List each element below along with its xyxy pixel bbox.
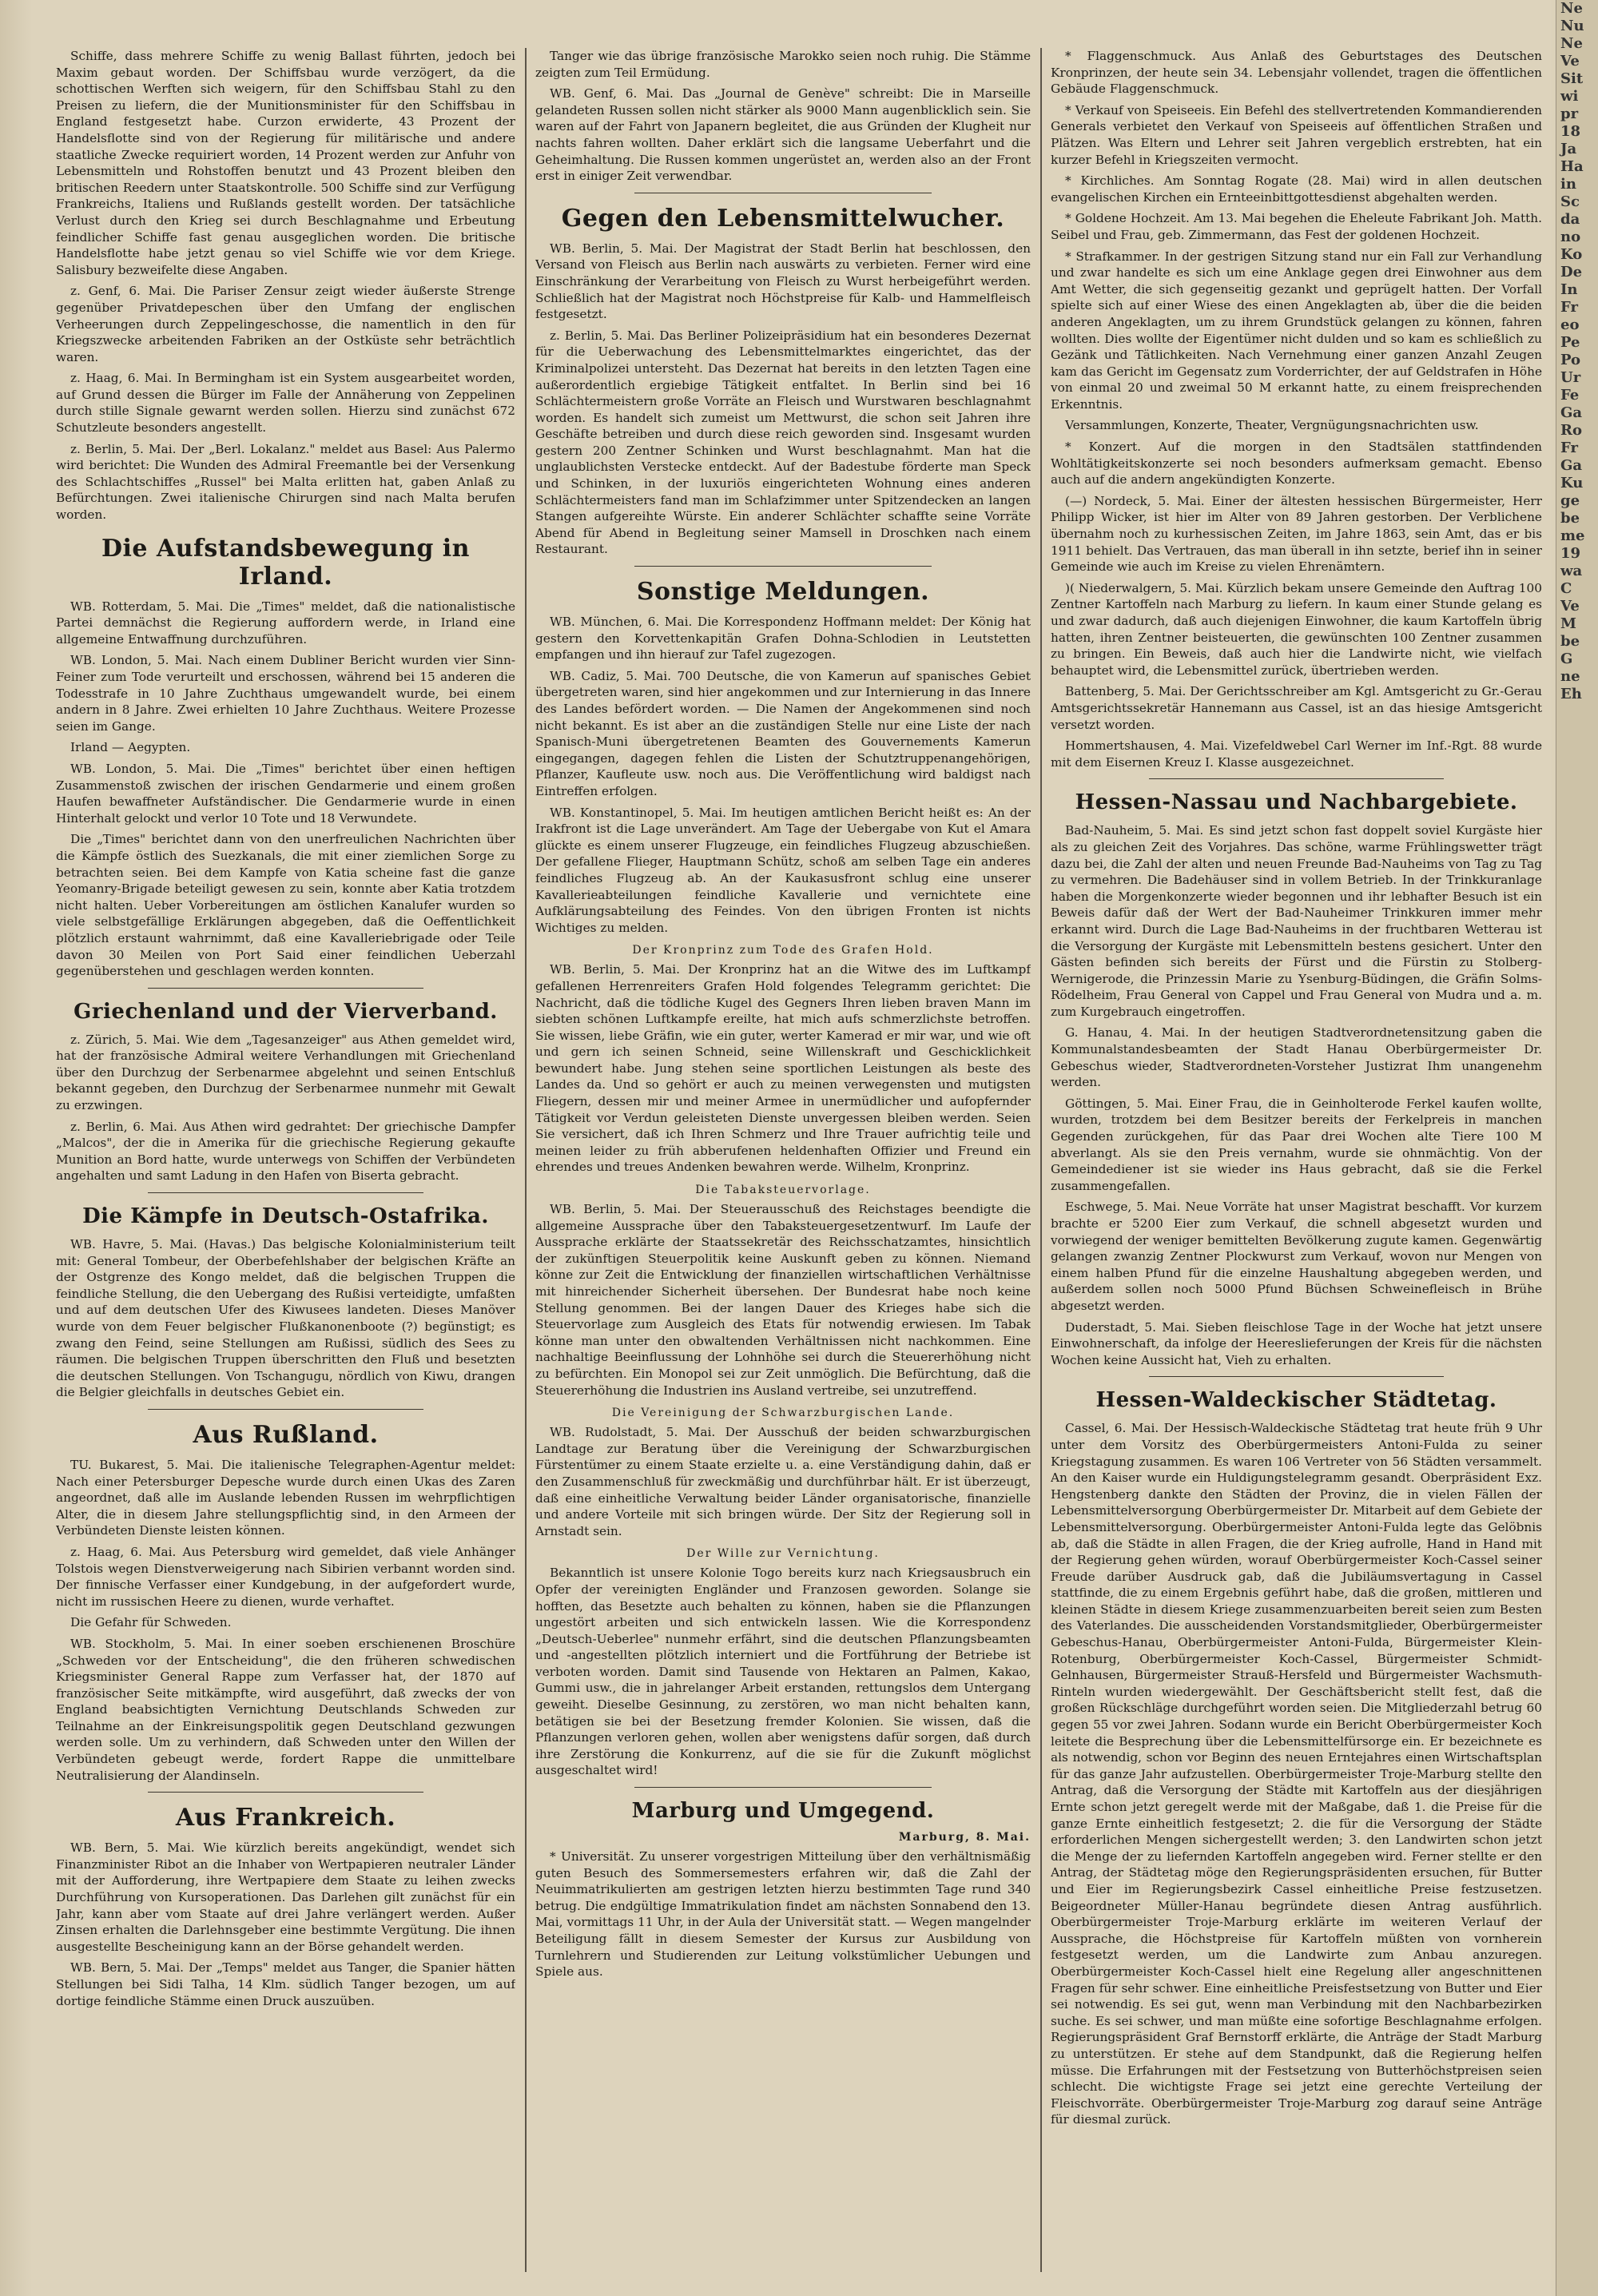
edge-fragment: Po [1560, 352, 1581, 368]
paragraph: Bad-Nauheim, 5. Mai. Es sind jetzt schon fast doppelt soviel Kurgäste hier als zu gleichen Zeit des Vorjahres. Das schöne, warme Frühlingswetter trägt dazu bei, die Zahl der alten und neuen Freunde Bad-Nauheims von Tag zu Tag zu vermehren. Die Badehäuser sind in vollem Betrieb. In der Trinkkuranlage haben die Morgenkonzerte wieder begonnen und ihr lebhafter Besuch ist ein Beweis dafür daß der Wert der Bad-Nauheimer Trinkkuren immer mehr erkannt wird. Durch die Lage Bad-Nauheims in der fruchtbaren Wetterau ist die Versorgung der Kurgäste mit Lebensmitteln bestens gesichert. Unter den Gästen befinden sich bereits der Fürst und die Fürstin zu Stolberg-Wernigerode, die Prinzessin Marie zu Ysenburg-Büdingen, die Gräfin Solms-Rödelheim, Frau General von Cappel und Frau General von Mudra und a. m. zum Kurgebrauch eingetroffen. [1051, 823, 1542, 1019]
headline-russland: Aus Rußland. [193, 1420, 379, 1449]
headline-griechenland: Griechenland und der Vierverband. [74, 999, 498, 1024]
paragraph: WB. London, 5. Mai. Nach einem Dubliner Bericht wurden vier Sinn-Feiner zum Tode verurteilt und erschossen, während bei 15 anderen die Todesstrafe in 10 Jahre Zuchthaus umgewandelt wurde, bei einem andern in 8 Jahre. Zwei erhielten 10 Jahre Zuchthaus. Weitere Prozesse seien im Gange. [56, 653, 515, 734]
edge-fragment: ne [1560, 668, 1580, 685]
paragraph: WB. Berlin, 5. Mai. Der Steuerausschuß des Reichstages beendigte die allgemeine Aussprache über den Tabaksteuergesetzentwurf. Im Laufe der Aussprache erklärte der Staatssekretär des Reichsschatzamtes, hinsichtlich der zukünftigen Steuerpolitik keine Auskunft geben zu können. Niemand könne zur Zeit die Entwicklung der finanziellen wirtschaftlichen Verhältnisse mit hinreichender Sicherheit übersehen. Der Bundesrat habe noch keine Stellung genommen. Bei der langen Dauer des Krieges habe sich die Steuervorlage zum Ausgleich des Etats für notwendig erwiesen. Im Tabak könne man unter den obwaltenden Verhältnissen nicht nachkommen. Eine nachhaltige Beeinflussung der Lohnhöhe sei durch die Steuererhöhung nicht zu befürchten. Ein Monopol sei zur Zeit unmöglich. Die Befürchtung, daß die Steuererhöhung die Industrien ins Ausland vertreibe, sei unzutreffend. [535, 1202, 1031, 1398]
paragraph: Die Gefahr für Schweden. [70, 1615, 232, 1630]
separator [634, 1787, 932, 1788]
edge-fragment: Ko [1560, 246, 1583, 263]
article-irland [56, 599, 515, 980]
edge-fragment: pr [1560, 105, 1579, 122]
paragraph: WB. London, 5. Mai. Die „Times" berichtet über einen heftigen Zusammenstoß zwischen der irischen Gendarmerie und einem großen Haufen bewaffneter Aufständischer. Die Gendarmerie wurde in einen Hinterhalt gelockt und verlor 10 Tote und 18 Verwundete. [56, 761, 515, 826]
edge-fragment: Pe [1560, 334, 1580, 351]
paragraph: * Kirchliches. Am Sonntag Rogate (28. Mai) wird in allen deutschen evangelischen Kirchen ein Ernteeinbittgottesdienst abgehalten werden. [1051, 173, 1542, 205]
edge-fragment: in [1560, 176, 1576, 193]
headline-hessen-nassau: Hessen-Nassau und Nachbargebiete. [1075, 790, 1518, 815]
paragraph: * Universität. Zu unserer vorgestrigen Mitteilung über den verhältnismäßig guten Besuch des Sommersemesters erfahren wir, daß die Zahl der Neuimmatrikulierten am gestrigen letzten hierzu bestimmten Tage rund 340 betrug. Die endgültige Immatrikulation findet am nächsten Sonnabend den 13. Mai, vormittags 11 Uhr, in der Aula der Universität statt. — Wegen mangelnder Beteiligung fällt in diesem Semester der Kursus zur Ausbildung von Turnlehrern und Studierenden zur Leitung volkstümlicher Uebungen und Spiele aus. [535, 1849, 1031, 1980]
edge-fragment: Eh [1560, 686, 1582, 702]
article-kronprinz [535, 961, 1031, 1176]
paragraph: Bekanntlich ist unsere Kolonie Togo bereits kurz nach Kriegsausbruch ein Opfer der vereinigten Engländer und Franzosen geworden. Solange sie hofften, das Besetzte auch behalten zu können, haben sie die Pflanzungen ungestört arbeiten und sich entwickeln lassen. Wie die Korrespondenz „Deutsch-Ueberlee" nunmehr erfährt, sind die deutschen Pflanzungsbeamten und -angestellten plötzlich interniert und die Fortführung der Betriebe ist verboten worden. Damit sind Tausende von Hektaren an Palmen, Kakao, Gummi usw., die in jahrelanger Arbeit erstanden, rettungslos dem Untergang geweiht. Dieselbe Gesinnung, zu zerstören, wo man nicht behalten kann, betätigen sie bei der Besetzung fremder Kolonien. Sie wissen, daß die Pflanzungen verloren gehen, wollen aber wenigstens dafür sorgen, daß durch ihre Zerstörung die Konkurrenz, auf die sie für die Zukunft möglichst ausgeschaltet wird! [535, 1566, 1031, 1778]
paragraph: Duderstadt, 5. Mai. Sieben fleischlose Tage in der Woche hat jetzt unsere Einwohnerschaft, da infolge der Heereslieferungen der Kreis für die nächsten Wochen keine Aussicht hat, Vieh zu erhalten. [1051, 1319, 1542, 1367]
subheading-kronprinz: Der Kronprinz zum Tode des Grafen Hold. [632, 944, 934, 957]
edge-fragment: Ku [1560, 475, 1584, 491]
headline-irland: Die Aufstandsbewegung in Irland. [101, 534, 470, 591]
edge-fragment: Ha [1560, 158, 1584, 175]
edge-fragment: G [1560, 651, 1573, 667]
paragraph: z. Haag, 6. Mai. In Bermingham ist ein System ausgearbeitet worden, auf Grund dessen die Bürger im Falle der Annäherung von Zeppelinen durch stille Signale gewarnt werden sollen. Hierzu sind zunächst 672 Schutzleute besonders angestellt. [56, 371, 515, 436]
edge-fragment: Fr [1560, 440, 1578, 456]
edge-fragment: 18 [1560, 123, 1581, 140]
paragraph: Tanger wie das übrige französische Marokko seien noch ruhig. Die Stämme zeigten zum Teil Ermüdung. [535, 49, 1031, 80]
paragraph: WB. Cadiz, 5. Mai. 700 Deutsche, die von Kamerun auf spanisches Gebiet übergetreten waren, sind hier angekommen und zur Internierung in das Innere des Landes befördert worden. — Die Namen der Angekommenen sind noch nicht bekannt. Es ist aber an die zuständigen Stelle nur eine Liste der nach Spanisch-Muni übergetretenen Beamten des Gouvernements Kamerun eingegangen, dagegen fehlen die Listen der Schutztruppenangehörigen, Pflanzer, Kaufleute usw. noch aus. Die Veröffentlichung wird baldigst nach Eintreffen erfolgen. [535, 668, 1031, 798]
edge-fragment: Ro [1560, 422, 1582, 439]
paragraph: WB. Genf, 6. Mai. Das „Journal de Genève" schreibt: Die in Marseille gelandeten Russen sollen nicht stärker als 9000 Mann augenblicklich sein. Sie waren auf der Fahrt von Japanern begleitet, die aus Gründen der Klugheit nur nachts fahren wollten. Daher erklärt sich die langsame Ueberfahrt und die Geheimhaltung. Die Russen kommen ungerüstet an, werden also an der Front erst in einiger Zeit verwendbar. [535, 86, 1031, 184]
edge-fragment: wa [1560, 563, 1583, 579]
paragraph: WB. Rudolstadt, 5. Mai. Der Ausschuß der beiden schwarzburgischen Landtage zur Beratung über die Vereinigung der Schwarzburgischen Fürstentümer zu einem Staate erzielte u. a. eine Verständigung dahin, daß er den Zusammenschluß für zweckmäßig und durchführbar hält. Er ist überzeugt, daß eine einheitliche Verwaltung beider Länder organisatorische, finanzielle und andere Vorteile mit sich bringen würde. Der Sitz der Regierung soll in Arnstadt sein. [535, 1425, 1031, 1538]
separator [148, 1792, 423, 1793]
article-lebensmittelwucher [535, 241, 1031, 558]
article-russland [56, 1457, 515, 1784]
edge-fragment: Ve [1560, 598, 1580, 615]
paragraph: WB. Bern, 5. Mai. Wie kürzlich bereits angekündigt, wendet sich Finanzminister Ribot an die Inhaber von Wertpapieren neutraler Länder mit der Aufforderung, ihre Wertpapiere dem Staate zu leihen zwecks Durchführung von Kursoperationen. Das Darlehen gilt zunächst für ein Jahr, kann aber vom Staate auf drei Jahre verlängert werden. Außer Zinsen erhalten die Darlehnsgeber eine bestimmte Vergütung. Die ihnen ausgestellte Bescheinigung kann an der Börse gehandelt werden. [56, 1840, 515, 1954]
paragraph: WB. Konstantinopel, 5. Mai. Im heutigen amtlichen Bericht heißt es: An der Irakfront ist die Lage unverändert. Am Tage der Uebergabe von Kut el Amara glückte es einem unserer Flugzeuge, ein feindliches Flugzeug abzuschießen. Der gefallene Flieger, Hauptmann Schütz, schoß am selben Tage ein anderes feindliches Flugzeug ab. An der Kaukasusfront schlug eine unserer Kavallerieabteilungen feindliche Kavallerie und vernichtete eine Aufklärungsabteilung des Feindes. Von den übrigen Fronten ist nichts Wichtiges zu melden. [535, 805, 1031, 935]
edge-fragment: Ga [1560, 404, 1583, 421]
paragraph: (—) Nordeck, 5. Mai. Einer der ältesten hessischen Bürgermeister, Herr Philipp Wicker, ist hier im Alter von 89 Jahren gestorben. Der Verblichene übernahm noch zu kurhessischen Zeiten, im Jahre 1863, sein Amt, das er bis 1911 behielt. Das Vertrauen, das man überall in ihn setzte, berief ihn in seiner Gemeinde wie auch im Kreise zu vielen Ehrenämtern. [1051, 493, 1542, 575]
paragraph: TU. Bukarest, 5. Mai. Die italienische Telegraphen-Agentur meldet: Nach einer Petersburger Depesche wurde durch einen Ukas des Zaren angeordnet, daß alle im Auslande lebenden Russen im wehrpflichtigen Alter, die in diesem Jahre stellungspflichtig sind, in den Armeen der Verbündeten Dienste leisten können. [56, 1457, 515, 1538]
paragraph: * Verkauf von Speiseeis. Ein Befehl des stellvertretenden Kommandierenden Generals verbietet den Verkauf von Speiseeis auf öffentlichen Straßen und Plätzen. Was Eltern und Lehrer seit Jahren vergeblich erstrebten, hat ein kurzer Befehl in Kriegszeiten vermocht. [1051, 102, 1542, 167]
separator [148, 988, 423, 989]
article-hessen-nassau [1051, 822, 1542, 1368]
paragraph: Eschwege, 5. Mai. Neue Vorräte hat unser Magistrat beschafft. Vor kurzem brachte er 5200 Eier zum Verkauf, die schnell abgesetzt wurden und vorwiegend der weniger bemittelten Bevölkerung zugute kamen. Gegenwärtig gelangen zwanzig Zentner Plockwurst zum Verkauf, wovon nur Mengen von einem halben Pfund für die einzelne Haushaltung abgegeben werden, und außerdem sollen noch 5000 Pfund Büchsen Schweinefleisch in Brühe abgesetzt werden. [1051, 1200, 1542, 1313]
edge-fragment: Fr [1560, 299, 1578, 316]
edge-fragment: Sit [1560, 70, 1584, 87]
paragraph: Battenberg, 5. Mai. Der Gerichtsschreiber am Kgl. Amtsgericht zu Gr.-Gerau Amtsgerichtssekretär Hannemann aus Cassel, ist an das hiesige Amtsgericht versetzt worden. [1051, 684, 1542, 732]
separator [148, 1409, 423, 1410]
article-block [1051, 48, 1542, 770]
subheading-tabaksteuer: Die Tabaksteuervorlage. [695, 1184, 871, 1197]
edge-fragment: De [1560, 264, 1583, 281]
column-rule [1040, 48, 1042, 2272]
paragraph: z. Berlin, 6. Mai. Aus Athen wird gedrahtet: Der griechische Dampfer „Malcos", der die in Amerika für die griechische Regierung gekaufte Munition an Bord hatte, wurde unterwegs von Schiffen der Verbündeten angehalten und samt Ladung in den Hafen von Biserta gebracht. [56, 1119, 515, 1184]
subheading-vernichtung: Der Wille zur Vernichtung. [686, 1547, 880, 1561]
article-sonstige [535, 614, 1031, 936]
separator [1149, 1376, 1444, 1377]
article-schwarzburg [535, 1424, 1031, 1539]
edge-fragment: no [1560, 229, 1581, 245]
marburg-dateline: Marburg, 8. Mai. [898, 1831, 1031, 1844]
article-vernichtung [535, 1565, 1031, 1779]
adjacent-page-edge [1556, 0, 1598, 2296]
column-rule [525, 48, 527, 2272]
separator [634, 566, 932, 567]
edge-fragment: Ur [1560, 369, 1581, 386]
edge-fragment: Ne [1560, 35, 1583, 52]
edge-fragment: da [1560, 211, 1580, 228]
paragraph: WB. Berlin, 5. Mai. Der Kronprinz hat an die Witwe des im Luftkampf gefallenen Herrenreiters Grafen Hold folgendes Telegramm gerichtet: Die Nachricht, daß die tödliche Kugel des Gegners Ihren lieben braven Mann im siebten schönen Luftkampfe ereilte, hat mich aufs schmerzlichste betroffen. Sie wissen, liebe Gräfin, wie ein guter, werter Kamerad er mir war, und wie oft und gern ich seinen Schneid, seine Willenskraft und Geschicklichkeit bewundert habe. Jung stehen seine sportlichen Leistungen als beste des Landes da. Und so gehört er auch zu meinen verwegensten und mutigsten Fliegern, dessen mir und meiner Armee in unermüdlicher und aufopfernder Tätigkeit vor Verdun geleisteten Dienste unvergessen bleiben werden. Seien Sie versichert, daß ich Ihren Schmerz und Ihre Trauer aufrichtig teile und meinen leider zu früh abberufenen heldenhaften Offizier und Freund ein ehrendes und treues Andenken bewahren werde. Wilhelm, Kronprinz. [535, 962, 1031, 1175]
paragraph: * Flaggenschmuck. Aus Anlaß des Geburtstages des Deutschen Kronprinzen, der heute sein 34. Lebensjahr vollendet, tragen die öffentlichen Gebäude Flaggenschmuck. [1051, 49, 1542, 97]
paragraph: z. Berlin, 5. Mai. Der „Berl. Lokalanz." meldet aus Basel: Aus Palermo wird berichtet: Die Wunden des Admiral Freemantle bei der Versenkung des Schlachtschiffes „Russel" bei Malta erlitten hat, gaben Anlaß zu Befürchtungen. Zwei italienische Chirurgen sind nach Malta berufen worden. [56, 441, 515, 523]
edge-fragment: Ne [1560, 0, 1583, 17]
edge-fragment: Ga [1560, 457, 1583, 474]
article-frankreich [56, 1840, 515, 2009]
paragraph: z. Berlin, 5. Mai. Das Berliner Polizeipräsidium hat ein besonderes Dezernat für die Ueberwachung des Lebensmittelmarktes eingerichtet, das der Kriminalpolizei untersteht. Das Dezernat hat bereits in den letzten Tagen eine außerordentlich ergiebige Tätigkeit entfaltet. In Berlin sind bei 16 Schlächtermeistern große Vorräte an Fleisch und Wurstwaren beschlagnahmt worden. Es handelt sich zumeist um Mettwurst, die schon seit Jahren ihre Geschäfte betreiben und durch diese reich geworden sind. Insgesamt wurden gestern 200 Zentner Schinken und Wurst beschlagnahmt. Man hat die unglaublichsten Verstecke entdeckt. Auf der Badestube förderte man Speck und Schinken, in der luxuriös eingerichteten Wohnung eines anderen Schlächtermeisters fand man im Schlafzimmer unter Spitzendecken an langen Stangen aufgereihte Würste. Ein anderer Schlächter schaffte seine Vorräte Abend für Abend in Begleitung seiner Mamsell in Droschken nach einem Restaurant. [535, 328, 1031, 557]
headline-frankreich: Aus Frankreich. [175, 1804, 396, 1832]
paragraph: z. Haag, 6. Mai. Aus Petersburg wird gemeldet, daß viele Anhänger Tolstois wegen Dienstverweigerung nach Sibirien verbannt worden sind. Der finnische Verfasser einer Kundgebung, in der aufgefordert wurde, nicht im russischen Heere zu dienen, wurde verhaftet. [56, 1544, 515, 1609]
article-griechenland [56, 1032, 515, 1184]
paragraph: WB. Stockholm, 5. Mai. In einer soeben erschienenen Broschüre „Schweden vor der Entscheidung", die den früheren schwedischen Kriegsminister General Rappe zum Verfasser hat, der 1870 auf französischer Seite mitkämpfte, wird ausgeführt, daß zwecks der von England beabsichtigten Vernichtung Deutschlands Schweden zur Teilnahme an der Einkreisungspolitik gegen Deutschland gezwungen werden solle. Um zu verhindern, daß Schweden unter den Willen der Verbündeten gebeugt werde, fordert Rappe die unmittelbare Neutralisierung der Alandinseln. [56, 1636, 515, 1783]
edge-fragment: ge [1560, 492, 1580, 509]
edge-fragment: Ja [1560, 141, 1577, 157]
edge-fragment: Sc [1560, 193, 1580, 210]
paragraph: z. Zürich, 5. Mai. Wie dem „Tagesanzeiger" aus Athen gemeldet wird, hat der französische Admiral weitere Verhandlungen mit Griechenland über den Durchzug der Serbenarmee abgelehnt und seinen Entschluß bekannt gegeben, den Durchzug der Serbenarmee nunmehr mit Gewalt zu erzwingen. [56, 1032, 515, 1113]
paragraph: Göttingen, 5. Mai. Einer Frau, die in Geinholterode Ferkel kaufen wollte, wurden, trotzdem bei dem Besitzer bereits der Ferkelpreis in manchen Gegenden zurückgehen, für das Paar drei Wochen alte Tiere 100 M abverlangt. Als sie den Preis vernahm, wurde sie ohnmächtig. Von der Gemeindediener ist sie wieder ins Haus gebracht, daß sie die Ferkel zusammengefallen. [1051, 1096, 1542, 1193]
paragraph: Schiffe, dass mehrere Schiffe zu wenig Ballast führten, jedoch bei Maxim gebaut worden. Der Schiffsbau wurde verzögert, da die schottischen Werften sich weigern, für den Schiffsbau Stahl zu den Preisen zu liefern, die der Munitionsminister für den Schiffsbau in England festgesetzt habe. Curzon erwiderte, 43 Prozent der Handelsflotte sind von der Regierung für militärische und andere staatliche Zwecke requiriert worden, 14 Prozent werden zur Anfuhr von Lebensmitteln und Rohstoffen benutzt und 43 Prozent bleiben den britischen Reedern unter Staatskontrolle. 500 Schiffe sind zur Verfügung Frankreichs, Italiens und Rußlands gestellt worden. Der tatsächliche Verlust durch den Krieg sei durch Beschlagnahme und Erbeutung feindlicher Schiffe fast genau ausgeglichen worden. Die britische Handelsflotte habe jetzt genau so viel Schiffe wie vor dem Kriege. Salisbury bezweifelte diese Angaben. [56, 49, 515, 277]
article-staedtetag [1051, 1420, 1542, 2128]
article-block [535, 48, 1031, 185]
edge-fragment: be [1560, 510, 1580, 527]
edge-fragment: 19 [1560, 545, 1581, 562]
paragraph: Die „Times" berichtet dann von den unerfreulichen Nachrichten über die Kämpfe östlich des Suezkanals, die mit einer ziemlichen Sorge zu betrachten seien. Bei dem Kampfe von Katia scheine fast die ganze Yeomanry-Brigade beteiligt gewesen zu sein, konnte aber Katia trotzdem nicht halten. Ueber Vorbereitungen am östlichen Kanalufer wurden so viele selbstgefällige Erklärungen abgegeben, daß die Oeffentlichkeit plötzlich erstaunt wahrnimmt, daß eine Kavalleriebrigade oder Teile davon 30 Meilen von Port Said einer feindlichen Ueberzahl gegenüberstehen und geschlagen werden konnten. [56, 832, 515, 979]
edge-fragment: be [1560, 633, 1580, 650]
edge-fragment: Nu [1560, 18, 1584, 34]
paragraph: Versammlungen, Konzerte, Theater, Vergnügungsnachrichten usw. [1065, 418, 1479, 433]
edge-fragment: C [1560, 580, 1572, 597]
paragraph: WB. München, 6. Mai. Die Korrespondenz Hoffmann meldet: Der König hat gestern den Korvettenkapitän Grafen Dohna-Schlodien in Leutstetten empfangen und ihn hierauf zur Tafel zugezogen. [535, 615, 1031, 663]
edge-fragment: In [1560, 281, 1578, 298]
edge-fragment: M [1560, 615, 1576, 632]
paragraph: * Konzert. Auf die morgen in den Stadtsälen stattfindenden Wohltätigkeitskonzerte sei noch besonders aufmerksam gemacht. Ebenso auch auf die andern angekündigten Konzerte. [1051, 440, 1542, 487]
edge-fragment: me [1560, 527, 1585, 544]
paragraph: Hommertshausen, 4. Mai. Vizefeldwebel Carl Werner im Inf.-Rgt. 88 wurde mit dem Eisernen Kreuz I. Klasse ausgezeichnet. [1051, 738, 1542, 770]
edge-fragment: Ve [1560, 53, 1580, 70]
edge-fragment: wi [1560, 88, 1579, 105]
paragraph: )( Niederwalgern, 5. Mai. Kürzlich bekam unsere Gemeinde den Auftrag 100 Zentner Kartoffeln nach Marburg zu liefern. In kaum einer Stunde gelang es und zwar dadurch, daß auch diejenigen Einwohner, die kaum Kartoffeln übrig hatten, ihren Zentner beisteuerten, die gewünschten 100 Zentner zusammen zu bringen. Ein Beweis, daß auch hier die Landwirte nicht, wie vielfach behauptet wird, die Lebensmittel zurück, übertrieben werden. [1051, 580, 1542, 678]
separator [148, 1192, 423, 1193]
edge-fragment: eo [1560, 316, 1580, 333]
paragraph: WB. Havre, 5. Mai. (Havas.) Das belgische Kolonialministerium teilt mit: General Tombeur, der Oberbefehlshaber der belgischen Kräfte an der Ostgrenze des Kongo meldet, daß die belgischen Truppen die feindliche Stellung, die den Uebergang des Rußisi verteidigte, umfaßten und auf dem deutschen Ufer des Kiwusees landeten. Dieses Manöver wurde von dem Feuer belgischer Flußkanonenboote (?) begünstigt; es zwang den Feind, seine Stellungen am Rußissi, südlich des Sees zu räumen. Die belgischen Truppen überschritten den Fluß und besetzten die deutschen Stellungen. Von Tschangugu, nördlich von Kiwu, drangen die Belgier gleichfalls in deutsches Gebiet ein. [56, 1237, 515, 1400]
article-tabaksteuer [535, 1201, 1031, 1399]
headline-staedtetag: Hessen-Waldeckischer Städtetag. [1095, 1388, 1497, 1413]
paragraph: Cassel, 6. Mai. Der Hessisch-Waldeckische Städtetag trat heute früh 9 Uhr unter dem Vorsitz des Oberbürgermeisters Antoni-Fulda zu seiner Kriegstagung zusammen. Es waren 106 Vertreter von 56 Städten versammelt. An den Kaiser wurde ein Huldigungstelegramm gesandt. Oberpräsident Exz. Hengstenberg dankte den Städten der Provinz, die in vielen Fällen der Lebensmittelversorgung Oberbürgermeister Dr. Mitarbeit auf dem Gebiete der Lebensmittelversorgung. Oberbürgermeister Antoni-Fulda legte das Gelöbnis ab, daß die Städte in allen Fragen, die der Krieg aufrolle, Hand in Hand mit der Regierung gehen würden, worauf Oberbürgermeister Koch-Cassel seiner Freude darüber Ausdruck gab, daß die Jubiläumsvertagung in Cassel stattfinde, die zu einem Ergebnis geführt habe, daß die großen, mittleren und kleinen Städte in diesem Kriege zusammenzuarbeiten bereit seien zum Besten des Vaterlandes. Die ausscheidenden Vorstandsmitglieder, Oberbürgermeister Gebeschus-Hanau, Oberbürgermeister Antoni-Fulda, Bürgermeister Klein-Rotenburg, Oberbürgermeister Koch-Cassel, Bürgermeister Schmidt-Gelnhausen, Bürgermeister Strauß-Hersfeld und Bürgermeister Wachsmuth-Rinteln wurden wiedergewählt. Der Geschäftsbericht stellt fest, daß die großen Rückschläge durchgeführt worden seien. Die Mitgliederzahl betrug 60 gegen 55 vor zwei Jahren. Sodann wurde ein Bericht Oberbürgermeister Koch leitete die Besprechung über die Lebensmittelfürsorge ein. Er bezeichnete es als notwendig, schon vor Beginn des neuen Erntejahres einen Wirtschaftsplan für das ganze Jahr aufzustellen. Oberbürgermeister Troje-Marburg stellte den Antrag, daß die Versorgung der Städte mit Kartoffeln aus der diesjährigen Ernte schon jetzt geregelt werde mit der Maßgabe, daß 1. die Preise für die ganze Ernte einheitlich festgesetzt; 2. die für die Versorgung der Städte erforderlichen Mengen sichergestellt werden; 3. den Landwirten schon jetzt die Menge der zu liefernden Kartoffeln angegeben wird. Ferner stellte er den Antrag, der Städtetag möge den Regierungspräsidenten ersuchen, für Butter und Eier im Regierungsbezirk Cassel einheitliche Preise festzusetzen. Beigeordneter Müller-Hanau begründete diesen Antrag ausführlich. Oberbürgermeister Troje-Marburg erklärte im weiteren Verlauf der Aussprache, die Höchstpreise für Kartoffeln müßten von vornherein festgesetzt werden, um die Landwirte zum Anbau anzuregen. Oberbürgermeister Koch-Cassel hielt eine Regelung aller angeschnittenen Fragen für sehr schwer. Eine einheitliche Preisfestsetzung von Butter und Eier sei notwendig. Es sei gut, wenn man Verbindung mit den Nachbarbezirken suche. Es sei schwer, und man müßte eine sofortige Beschlagnahme erfolgen. Regierungspräsident Graf Bernstorff erklärte, die Anträge der Stadt Marburg zu unterstützen. Er stehe auf dem Standpunkt, daß die Regierung helfen müsse. Die Erfahrungen mit der Festsetzung von Butterhöchstpreisen seien schlecht. Die wichtigste Frage sei jetzt eine gerechte Verteilung der Fleischvorräte. Oberbürgermeister Troje-Marburg zog darauf seine Anträge für diesmal zurück. [1051, 1421, 1542, 2127]
headline-sonstige-meldungen: Sonstige Meldungen. [636, 578, 930, 607]
paragraph: z. Genf, 6. Mai. Die Pariser Zensur zeigt wieder äußerste Strenge gegenüber Privatdepeschen über den Umfang der englischen Verheerungen durch Zeppelingeschosse, die namentlich in den für Kriegszwecke arbeitenden Fabriken an der Ostküste sehr beträchtlich waren. [56, 284, 515, 364]
edge-fragment: Fe [1560, 387, 1580, 404]
article-ostafrika [56, 1236, 515, 1401]
headline-lebensmittelwucher: Gegen den Lebensmittelwucher. [561, 204, 1005, 233]
paragraph: * Strafkammer. In der gestrigen Sitzung stand nur ein Fall zur Verhandlung und zwar handelte es sich um eine Anklage gegen drei Einwohner aus dem Amt Wetter, die sich gegenseitig gezankt und geprügelt hatten. Der Vorfall spielte sich auf einer Wiese des einen Angeklagten ab, über die die beiden anderen Angeklagten, um zu ihrem Grundstück gelangen zu können, fahren wollten. Dies wollte der Eigentümer nicht dulden und so kam es schließlich zu Gezänk und Tätlichkeiten. Nach Vernehmung einer ganzen Anzahl Zeugen kam das Gericht im Gegensatz zum Vorderrichter, der auf Geldstrafen in Höhe von einmal 20 und zweimal 50 M erkannt hatte, zu einem freisprechenden Erkenntnis. [1051, 249, 1542, 412]
article-block [56, 48, 515, 523]
headline-marburg: Marburg und Umgegend. [631, 1799, 935, 1824]
separator [1149, 778, 1444, 779]
paragraph: WB. Rotterdam, 5. Mai. Die „Times" meldet, daß die nationalistische Partei demnächst die Regierung auffordern werde, in Irland eine allgemeine Entwaffnung durchzuführen. [56, 599, 515, 647]
paragraph: Irland — Aegypten. [70, 740, 191, 755]
paragraph: * Goldene Hochzeit. Am 13. Mai begehen die Eheleute Fabrikant Joh. Matth. Seibel und Frau, geb. Zimmermann, das Fest der goldenen Hochzeit. [1051, 211, 1542, 242]
paragraph: G. Hanau, 4. Mai. In der heutigen Stadtverordnetensitzung gaben die Kommunalstandesbeamten der Stadt Hanau Oberbürgermeister Dr. Gebeschus wieder, Stadtverordneten-Vorsteher Justizrat Ihm unangenehm werden. [1051, 1025, 1542, 1090]
subheading-schwarzburg: Die Vereinigung der Schwarzburgischen Lande. [611, 1407, 955, 1420]
column-2 [535, 48, 1031, 2272]
headline-ostafrika: Die Kämpfe in Deutsch-Ostafrika. [82, 1204, 489, 1229]
paragraph: WB. Bern, 5. Mai. Der „Temps" meldet aus Tanger, die Spanier hätten Stellungen bei Sidi Talha, 14 Klm. südlich Tanger bezogen, um auf dortige feindliche Stämme einen Druck auszuüben. [56, 1960, 515, 2008]
paragraph: WB. Berlin, 5. Mai. Der Magistrat der Stadt Berlin hat beschlossen, den Versand von Fleisch aus Berlin nach auswärts zu verbieten. Ferner wird eine Einschränkung der Verarbeitung von Fleisch zu Wurst herbeigeführt werden. Schließlich hat der Magistrat noch Höchstpreise für Kalb- und Hammelfleisch festgesetzt. [535, 241, 1031, 322]
column-3 [1051, 48, 1542, 2272]
column-1 [56, 48, 515, 2272]
article-marburg [535, 1848, 1031, 1980]
